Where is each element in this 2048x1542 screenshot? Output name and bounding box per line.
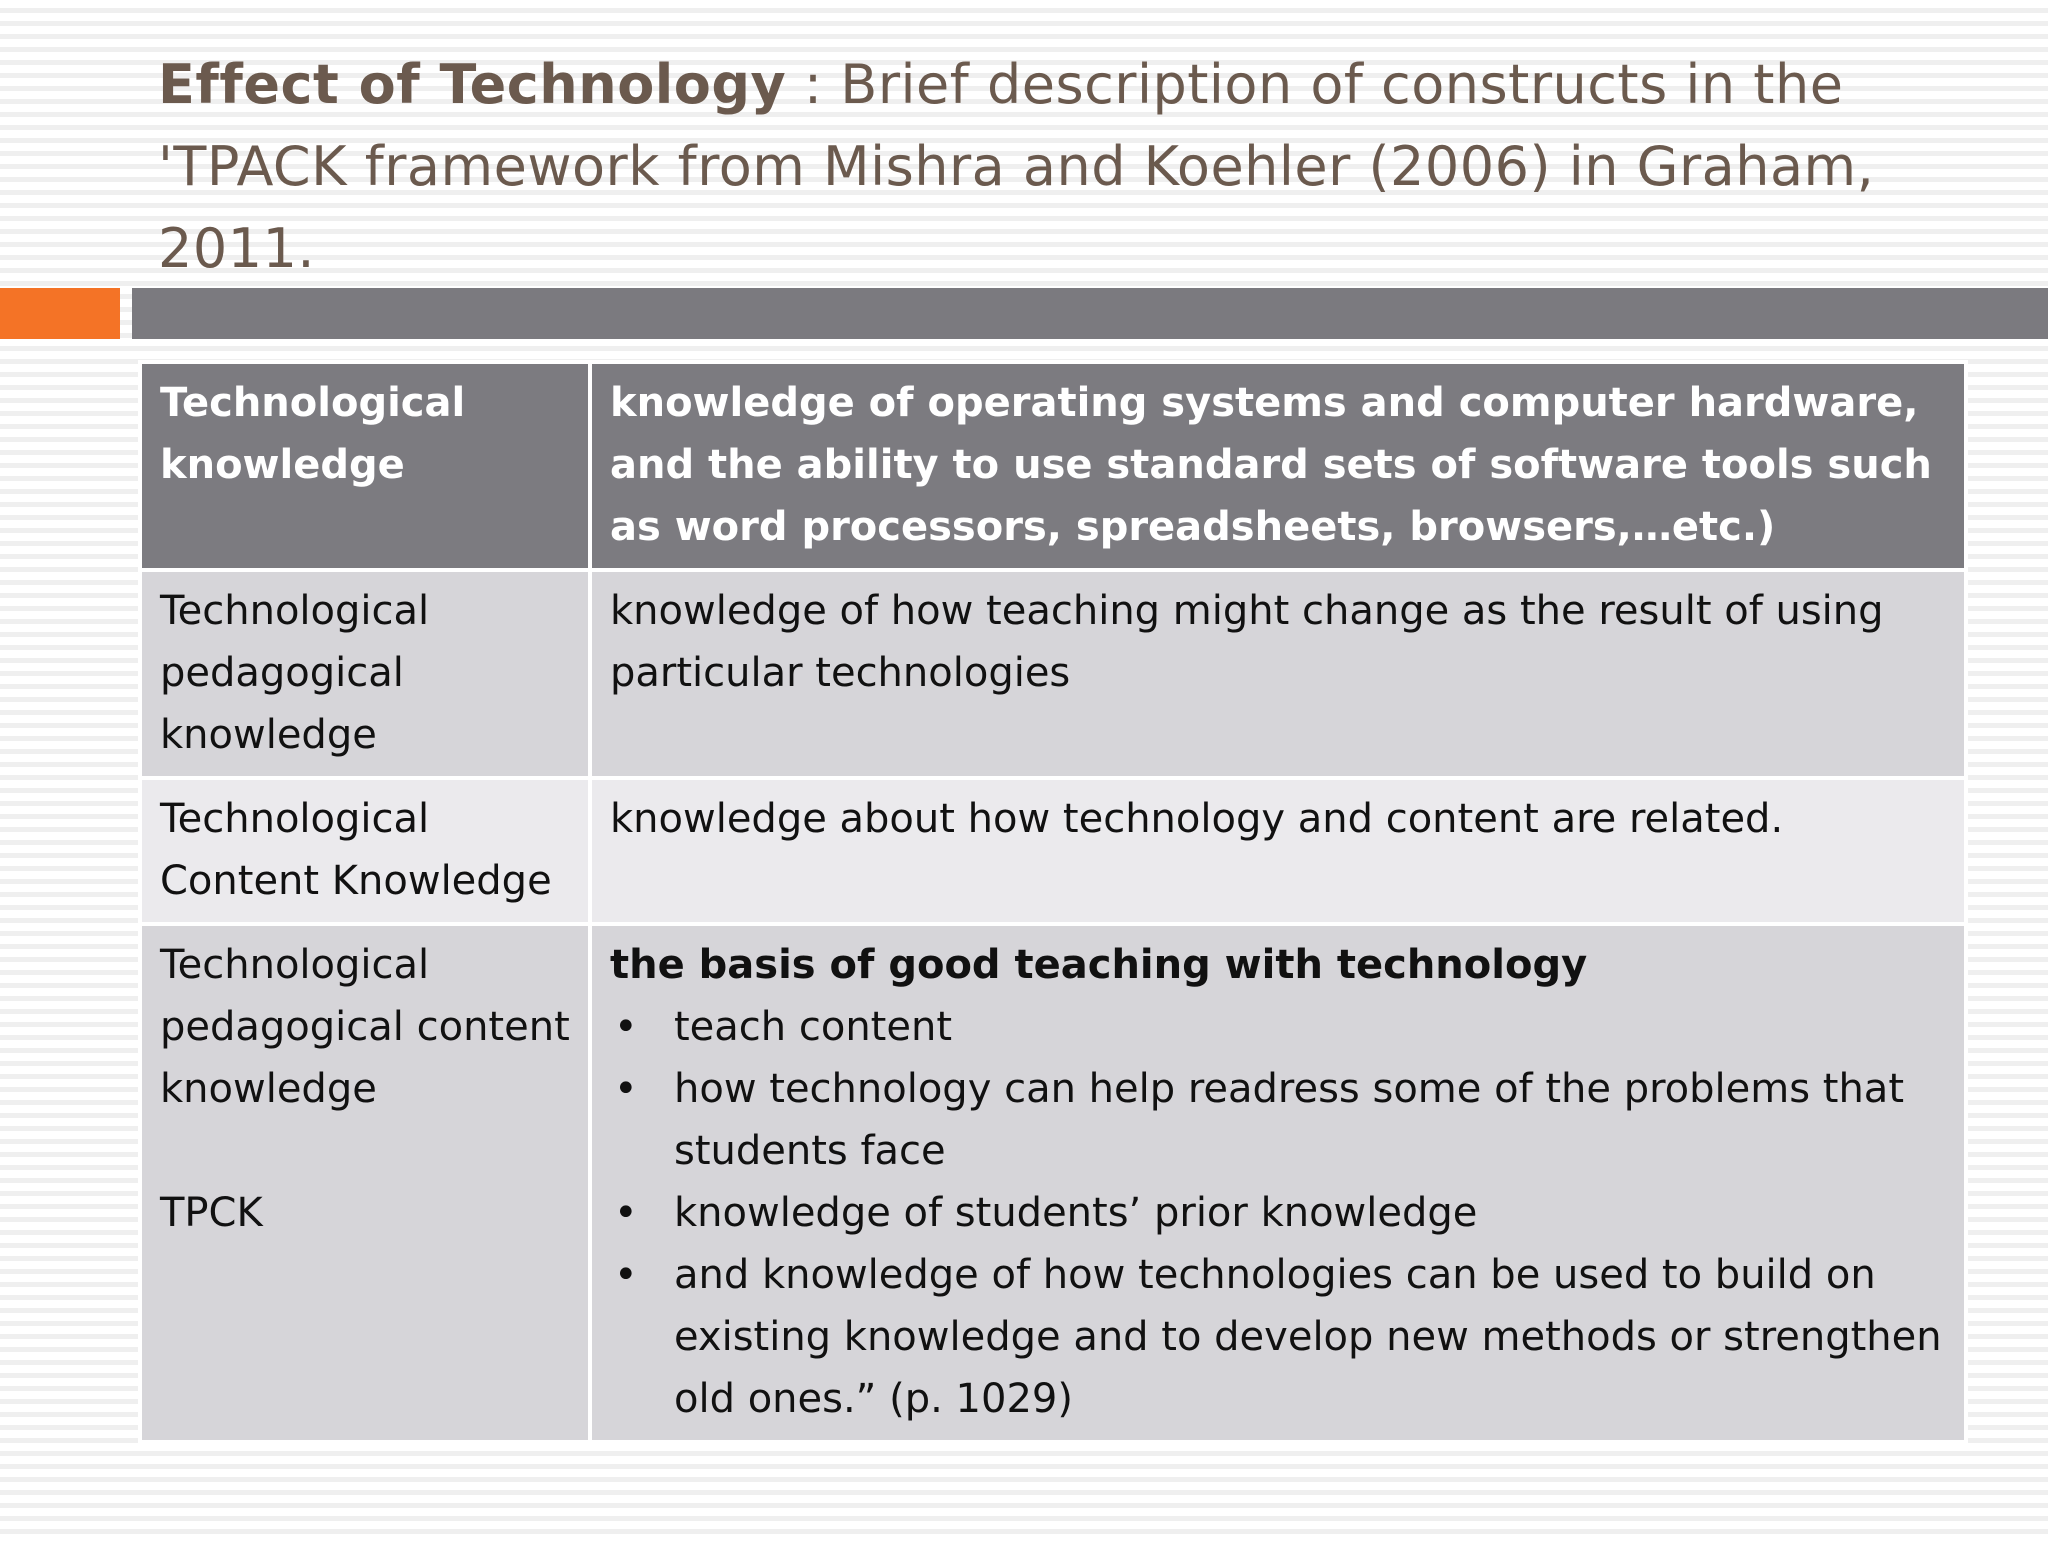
bullet-icon: •	[614, 1004, 638, 1050]
list-item	[610, 1058, 1946, 1182]
bullet-icon: •	[614, 1190, 638, 1236]
bullet-text: teach content	[674, 1004, 953, 1050]
slide-title-rest: : Brief description of constructs in the 'TPACK framework from Mishra and Koehler (2006) in Graham, 2011.	[158, 53, 1875, 280]
term-cell: Technological pedagogical knowledge	[140, 570, 590, 778]
bullet-icon: •	[614, 1252, 638, 1298]
term-cell: Technological Content Knowledge	[140, 778, 590, 924]
description-cell	[590, 924, 1966, 1442]
description-heading: the basis of good teaching with technology	[610, 942, 1588, 988]
description-cell: knowledge about how technology and content are related.	[590, 778, 1966, 924]
term-cell: Technological knowledge	[140, 362, 590, 570]
table-row	[140, 924, 1966, 1442]
description-cell: knowledge of how teaching might change as the result of using particular technologies	[590, 570, 1966, 778]
gray-divider-bar	[132, 288, 2048, 339]
bullet-list	[610, 996, 1946, 1430]
orange-accent-bar	[0, 288, 120, 339]
term-abbreviation: TPCK	[160, 1190, 263, 1236]
slide-title-bold: Effect of Technology	[158, 53, 787, 116]
list-item	[610, 1244, 1946, 1430]
description-cell: knowledge of operating systems and computer hardware, and the ability to use standard sets of software tools such as word processors, spreadsheets, browsers,…etc.)	[590, 362, 1966, 570]
term-cell	[140, 924, 590, 1442]
list-item	[610, 1182, 1946, 1244]
table-row	[140, 570, 1966, 778]
spacer	[160, 1120, 570, 1182]
table-row	[140, 778, 1966, 924]
tpack-table	[138, 360, 1968, 1444]
bullet-text: knowledge of students’ prior knowledge	[674, 1190, 1478, 1236]
term-text: Technological pedagogical content knowledge	[160, 942, 570, 1112]
slide-title	[158, 44, 1998, 290]
bullet-icon: •	[614, 1066, 638, 1112]
bullet-text: how technology can help readress some of the problems that students face	[674, 1066, 1904, 1174]
table-row	[140, 362, 1966, 570]
bullet-text: and knowledge of how technologies can be used to build on existing knowledge and to develop new methods or strengthen old ones.” (p. 1029)	[674, 1252, 1942, 1422]
list-item	[610, 996, 1946, 1058]
